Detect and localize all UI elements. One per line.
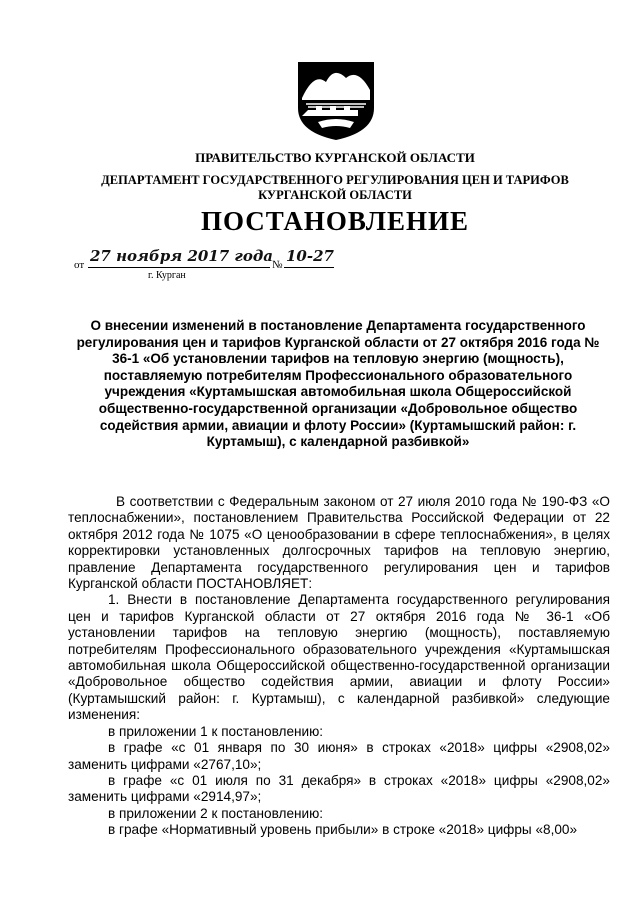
date-from-label: от	[74, 259, 85, 271]
body-paragraph: в графе «с 01 января по 30 июня» в строках «2018» цифры «2908,02» заменить цифрами «2767,10»;	[68, 740, 610, 772]
city-label: г. Курган	[148, 270, 186, 281]
handwritten-number: 10-27	[286, 247, 334, 265]
department-line-2: КУРГАНСКОЙ ОБЛАСТИ	[258, 188, 412, 202]
coat-of-arms-icon	[296, 60, 376, 142]
body-paragraph: 1. Внести в постановление Департамента государственного регулирования цен и тарифов Курганской области от 27 октября 2016 года № 36-1 «Об установлении тарифов на тепловую энергию (мощность), поставляемую потребителям Профессионального образовательного учреждения «Куртамышская автомобильная школа Общероссийской общественно-государственной организации «Добровольное общество содействия армии, авиации и флоту России» (Куртамышский район: г. Куртамыш), с календарной разбивкой» следующие изменения:	[68, 592, 610, 723]
body-paragraph: в графе «с 01 июля по 31 декабря» в строках «2018» цифры «2908,02» заменить цифрами «2914,97»;	[68, 772, 610, 805]
date-line	[74, 247, 354, 277]
body-paragraph: В соответствии с Федеральным законом от 27 июля 2010 года № 190-ФЗ «О теплоснабжении», постановлением Правительства Российской Федерации от 22 октября 2012 года № 1075 «О ценообразовании в сфере теплоснабжения», в целях корректировки установленных долгосрочных тарифов на тепловую энергию, правление Департамента государственного регулирования цен и тарифов Курганской области ПОСТАНОВЛЯЕТ:	[68, 494, 610, 592]
body-paragraph: в приложении 1 к постановлению:	[108, 723, 324, 739]
department-name	[60, 173, 610, 203]
date-underline	[88, 267, 270, 268]
body-paragraph: в приложении 2 к постановлению:	[108, 805, 324, 821]
body-paragraph: в графе «Нормативный уровень прибыли» в строке «2018» цифры «8,00»	[108, 822, 578, 838]
document-body	[68, 494, 610, 839]
number-underline	[284, 267, 334, 268]
government-name: ПРАВИТЕЛЬСТВО КУРГАНСКОЙ ОБЛАСТИ	[195, 150, 475, 165]
number-label: №	[272, 259, 283, 271]
handwritten-date: 27 ноября 2017 года	[90, 247, 274, 265]
document-type-title: ПОСТАНОВЛЕНИЕ	[200, 206, 470, 236]
document-subject: О внесении изменений в постановление Департамента государственного регулирования цен и тарифов Курганской области от 27 октября 2016 года № 36-1 «Об установлении тарифов на тепловую энергию (мощность), поставляемую потребителям Профессионального образовательного учреждения «Куртамышская автомобильная школа Общероссийской общественно-государственной организации «Добровольное общество содействия армии, авиации и флоту России» (Куртамышский район: г. Куртамыш), с календарной разбивкой»	[76, 318, 600, 450]
department-line-1: ДЕПАРТАМЕНТ ГОСУДАРСТВЕННОГО РЕГУЛИРОВАНИЯ ЦЕН И ТАРИФОВ	[101, 173, 569, 187]
